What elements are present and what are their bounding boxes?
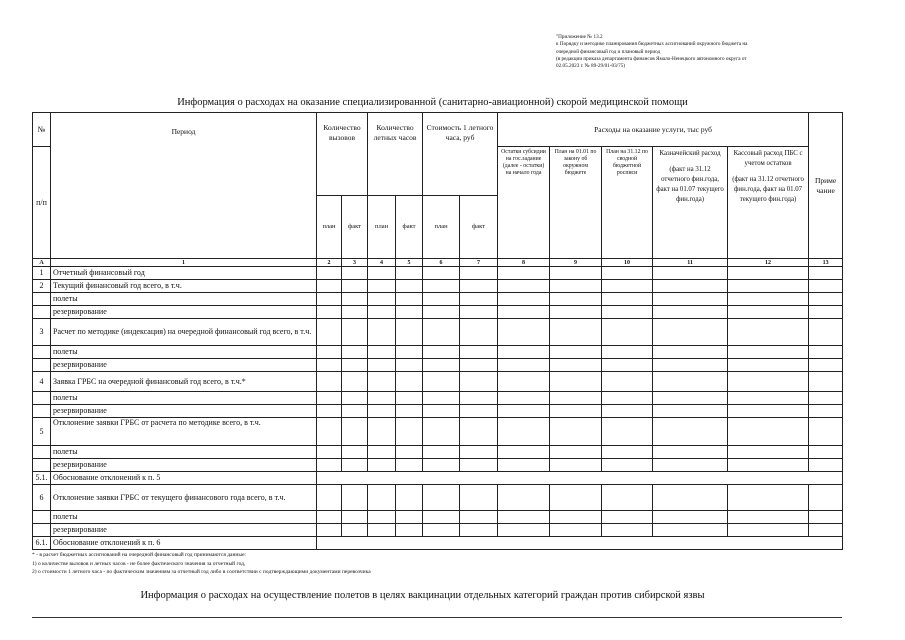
row-label: резервирование bbox=[51, 306, 317, 319]
header-cost: Стоимость 1 летного часа, руб bbox=[423, 113, 498, 196]
row-label: полеты bbox=[51, 346, 317, 359]
header-col12 bbox=[728, 147, 809, 259]
row-label: резервирование bbox=[51, 459, 317, 472]
header-expenses: Расходы на оказание услуги, тыс руб bbox=[498, 113, 809, 147]
table-row bbox=[33, 472, 843, 485]
col-index: 10 bbox=[602, 259, 653, 267]
table-row bbox=[33, 280, 843, 293]
col-index: 11 bbox=[653, 259, 728, 267]
table-row bbox=[33, 511, 843, 524]
appendix-line: "Приложение № 13.2 bbox=[556, 34, 603, 40]
row-number: 2 bbox=[33, 280, 51, 293]
header-pp: п/п bbox=[33, 147, 51, 259]
header-col11-title: Казначейский расход bbox=[659, 150, 721, 157]
row-label: Отклонение заявки ГРБС от расчета по методике всего, в т.ч. bbox=[51, 418, 317, 446]
appendix-line: к Порядку и методике планирования бюджетных ассигнований окружного бюджета на bbox=[556, 41, 748, 48]
header-hours: Количество летных часов bbox=[368, 113, 423, 196]
divider bbox=[32, 617, 842, 618]
footnote: 1) о количестве вызовов и летных часов - не более фактического значения за отчетный год, bbox=[32, 560, 246, 567]
row-label: полеты bbox=[51, 392, 317, 405]
col-index: 9 bbox=[550, 259, 602, 267]
table-row bbox=[33, 459, 843, 472]
table-row bbox=[33, 524, 843, 537]
table-row bbox=[33, 446, 843, 459]
row-label: полеты bbox=[51, 293, 317, 306]
col-index: 1 bbox=[51, 259, 317, 267]
row-number: 6.1. bbox=[33, 537, 51, 550]
col-index: 12 bbox=[728, 259, 809, 267]
cost-plan: план bbox=[423, 196, 460, 259]
table-title: Информация о расходах на оказание специализированной (санитарно-авиационной) скорой медицинской помощи bbox=[177, 97, 688, 108]
row-label: резервирование bbox=[51, 524, 317, 537]
row-label: резервирование bbox=[51, 359, 317, 372]
section-title: Информация о расходах на осуществление полетов в целях вакцинации отдельных категорий граждан против сибирской язвы bbox=[140, 590, 705, 601]
table-row bbox=[33, 392, 843, 405]
header-col10: План на 31.12 по сводной бюджетной росписи bbox=[602, 147, 653, 259]
row-label: Отклонение заявки ГРБС от текущего финансового года всего, в т.ч. bbox=[51, 485, 317, 511]
header-col12-title: Кассовый расход ПБС с учетом остатков bbox=[733, 150, 803, 167]
row-number: 5 bbox=[33, 418, 51, 446]
header-no: № bbox=[33, 113, 51, 147]
header-col9: План на 01.01 по закону об окружном бюджете bbox=[550, 147, 602, 259]
header-col11 bbox=[653, 147, 728, 259]
table-row bbox=[33, 405, 843, 418]
header-calls: Количество вызовов bbox=[317, 113, 368, 196]
hours-fact: факт bbox=[396, 196, 423, 259]
header-col11-detail: (факт на 31.12 отчетного фин.года, факт на 01.07 текущего фин.года) bbox=[656, 166, 724, 203]
cost-fact: факт bbox=[460, 196, 498, 259]
col-index: 8 bbox=[498, 259, 550, 267]
col-index: 6 bbox=[423, 259, 460, 267]
row-label: резервирование bbox=[51, 405, 317, 418]
row-label: Обоснование отклонений к п. 6 bbox=[51, 537, 317, 550]
col-index: 5 bbox=[396, 259, 423, 267]
column-index-row bbox=[33, 259, 843, 267]
col-index: 7 bbox=[460, 259, 498, 267]
table-row bbox=[33, 267, 843, 280]
expenses-table bbox=[32, 112, 843, 550]
row-number: 5.1. bbox=[33, 472, 51, 485]
calls-plan: план bbox=[317, 196, 342, 259]
header-col12-detail: (факт на 31.12 отчетного фин.года, факт на 01.07 текущего фин.года) bbox=[732, 176, 804, 203]
row-label: полеты bbox=[51, 446, 317, 459]
row-label: полеты bbox=[51, 511, 317, 524]
appendix-line: очередной финансовый год и плановый период bbox=[556, 48, 661, 55]
row-label: Расчет по методике (индексация) на очередной финансовый год всего, в т.ч. bbox=[51, 319, 317, 346]
appendix-line: (в редакции приказа департамента финансов Ямало-Ненецкого автономного округа от bbox=[556, 55, 747, 62]
appendix-line: 02.05.2023 г. № 89-29/01-03/75) bbox=[556, 63, 626, 70]
footnotes bbox=[32, 551, 371, 577]
row-number: 3 bbox=[33, 319, 51, 346]
table-row bbox=[33, 372, 843, 392]
header-note: Приме чание bbox=[809, 113, 843, 259]
header-col8: Остатки субсидии на гос.задание (далее - остатки) на начало года bbox=[498, 147, 550, 259]
row-number: 1 bbox=[33, 267, 51, 280]
calls-fact: факт bbox=[342, 196, 368, 259]
col-index: 13 bbox=[809, 259, 843, 267]
row-label: Отчетный финансовый год bbox=[51, 267, 317, 280]
header-period: Период bbox=[51, 113, 317, 259]
table-row bbox=[33, 319, 843, 346]
row-label: Заявка ГРБС на очередной финансовый год всего, в т.ч.* bbox=[51, 372, 317, 392]
table-row bbox=[33, 485, 843, 511]
row-label: Обоснование отклонений к п. 5 bbox=[51, 472, 317, 485]
footnote: 2) о стоимости 1 летного часа - по фактическим значениям за отчетный год либо в соответствии с подтверждающими документами перевозчика bbox=[32, 569, 371, 575]
table-row bbox=[33, 293, 843, 306]
table-row bbox=[33, 359, 843, 372]
footnote: * - в расчет бюджетных ассигнований на очередной финансовый год принимаются данные: bbox=[32, 552, 247, 558]
table-row bbox=[33, 418, 843, 446]
table-row bbox=[33, 537, 843, 550]
table-row bbox=[33, 306, 843, 319]
col-index: А bbox=[33, 259, 51, 267]
col-index: 3 bbox=[342, 259, 368, 267]
row-label: Текущий финансовый год всего, в т.ч. bbox=[51, 280, 317, 293]
appendix-reference bbox=[556, 34, 856, 70]
row-number: 6 bbox=[33, 485, 51, 511]
table-row bbox=[33, 346, 843, 359]
col-index: 4 bbox=[368, 259, 396, 267]
col-index: 2 bbox=[317, 259, 342, 267]
hours-plan: план bbox=[368, 196, 396, 259]
row-number: 4 bbox=[33, 372, 51, 392]
